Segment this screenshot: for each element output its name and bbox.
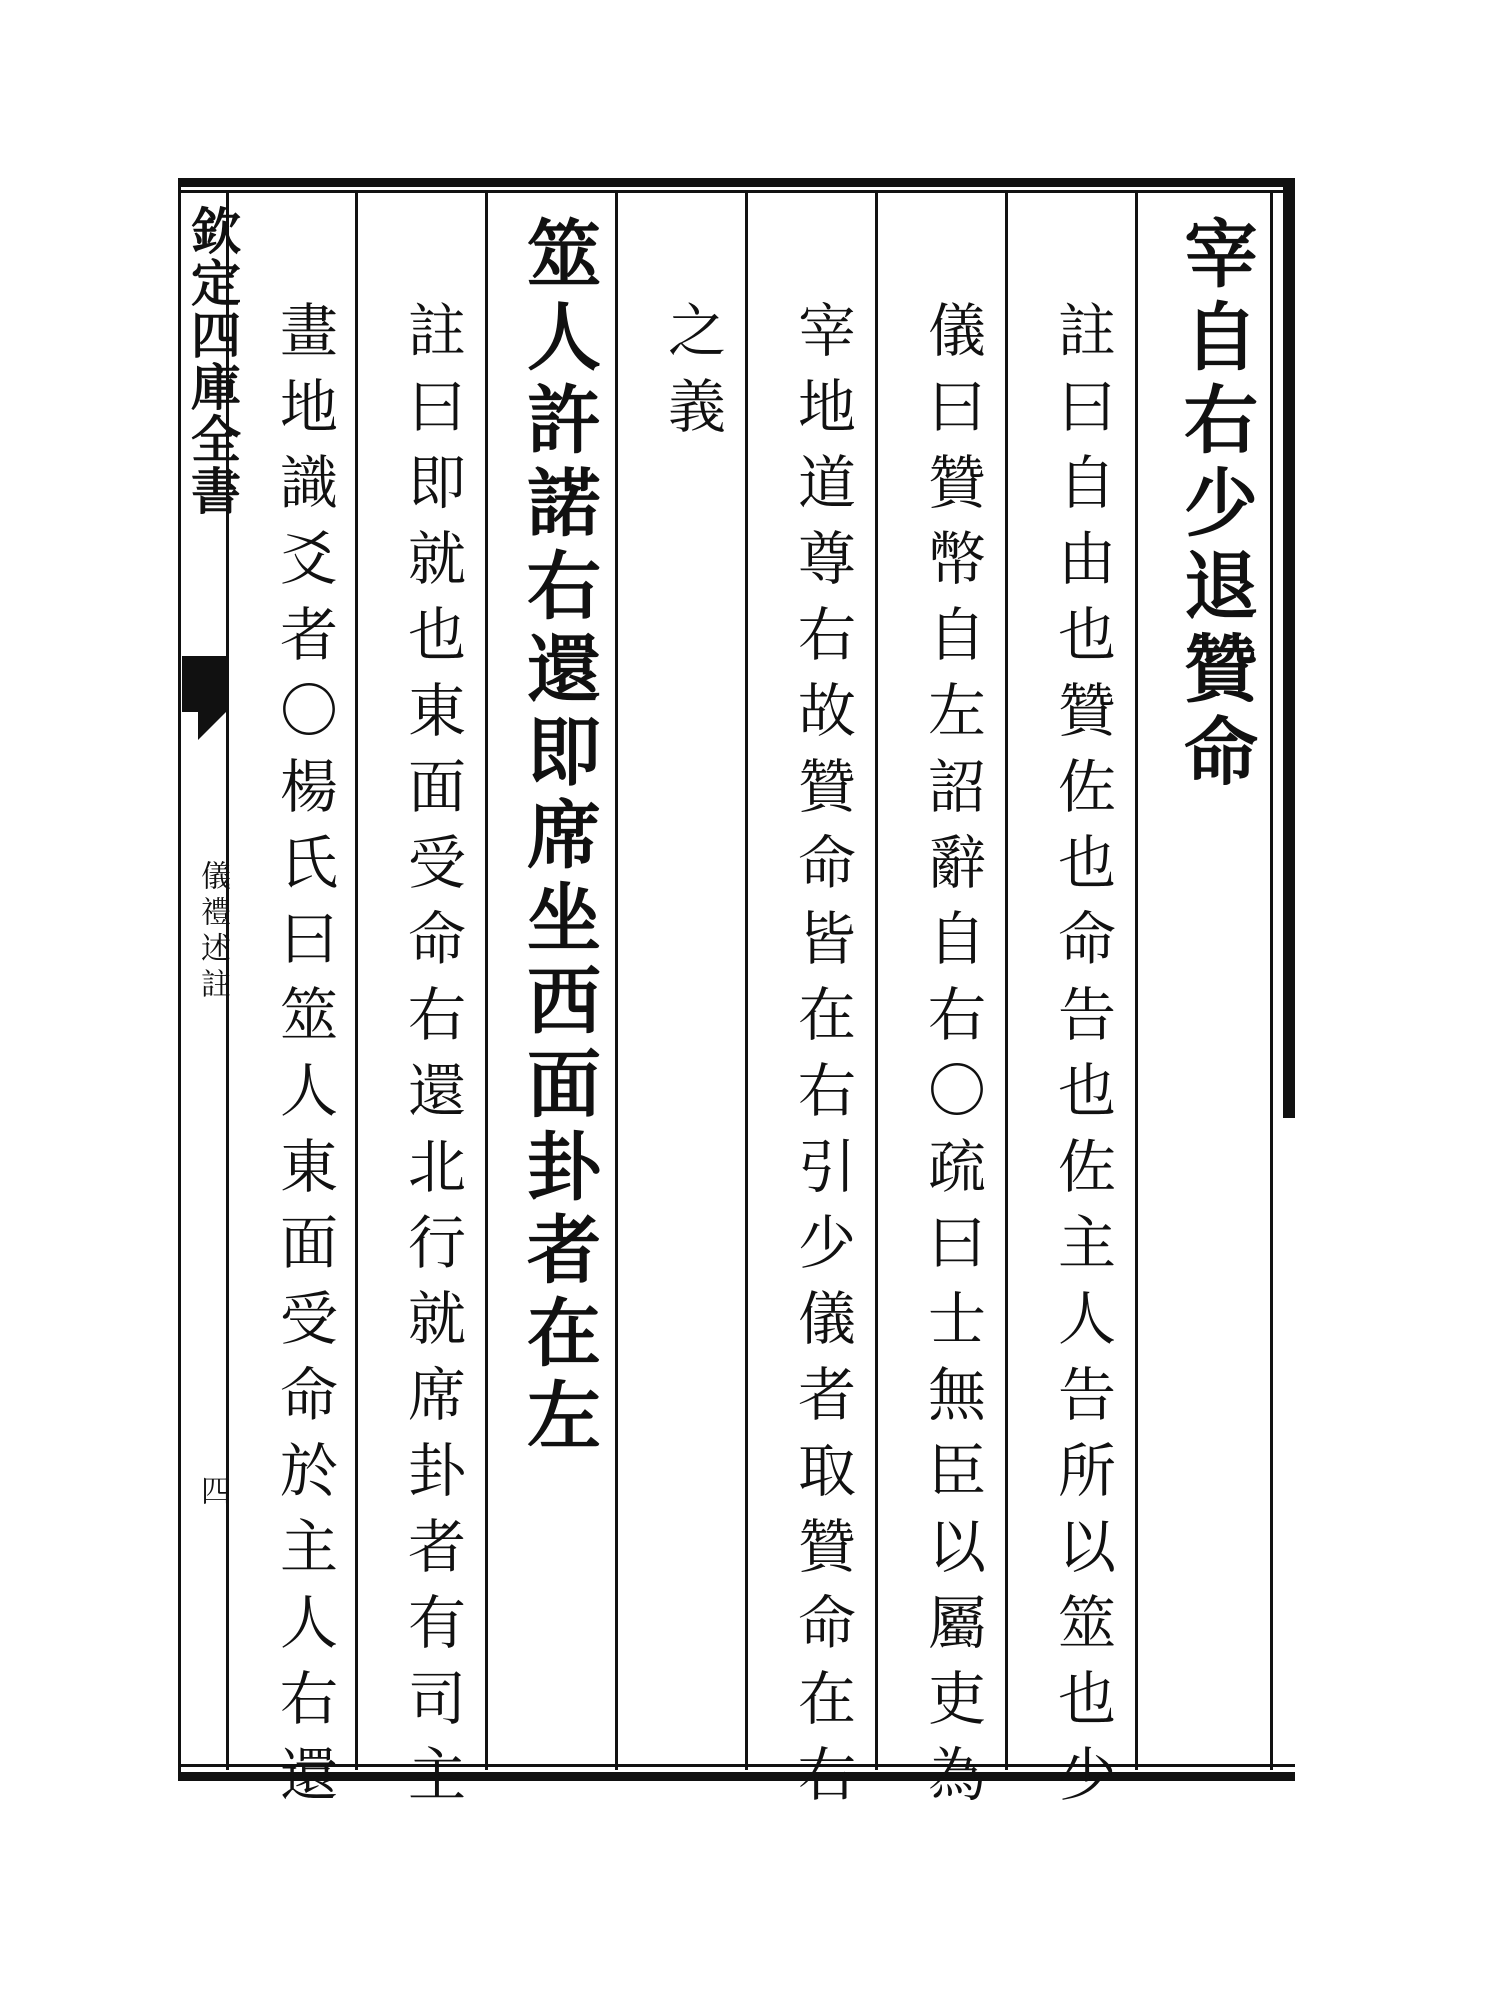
commentary-column: 註曰即就也東面受命右還北行就席卦者有司主 [398, 300, 466, 1820]
commentary-column: 註曰自由也贊佐也命告也佐主人告所以筮也少 [1048, 300, 1116, 1820]
main-text-column: 宰自右少退贊命 [1172, 215, 1258, 796]
commentary-column: 宰地道尊右故贊命皆在右引少儀者取贊命在右 [788, 300, 856, 1820]
frame-right-rule [1283, 178, 1295, 1118]
fish-tail-mark [182, 656, 226, 712]
fish-tail-notch [198, 712, 226, 740]
column-divider [1135, 190, 1138, 1770]
column-divider [615, 190, 618, 1770]
commentary-column: 儀曰贊幣自左詔辭自右〇疏曰士無臣以屬吏為 [918, 300, 986, 1820]
column-divider [485, 190, 488, 1770]
column-divider [745, 190, 748, 1770]
column-divider [1005, 190, 1008, 1770]
frame-top-rule [178, 178, 1295, 187]
margin-book-title: 儀禮述註 [195, 860, 230, 1004]
frame-right-inner-rule [1270, 190, 1273, 1770]
margin-collection-title: 欽定四庫全書 [183, 205, 242, 517]
commentary-column: 畫地識爻者〇楊氏曰筮人東面受命於主人右還 [270, 300, 338, 1820]
column-divider [355, 190, 358, 1770]
main-text-column: 筮人許諾右還即席坐西面卦者在左 [515, 215, 601, 1460]
frame-top-inner-rule [178, 190, 1295, 193]
column-divider [875, 190, 878, 1770]
margin-page-number: 四 [195, 1475, 230, 1511]
commentary-column: 之義 [658, 300, 726, 452]
